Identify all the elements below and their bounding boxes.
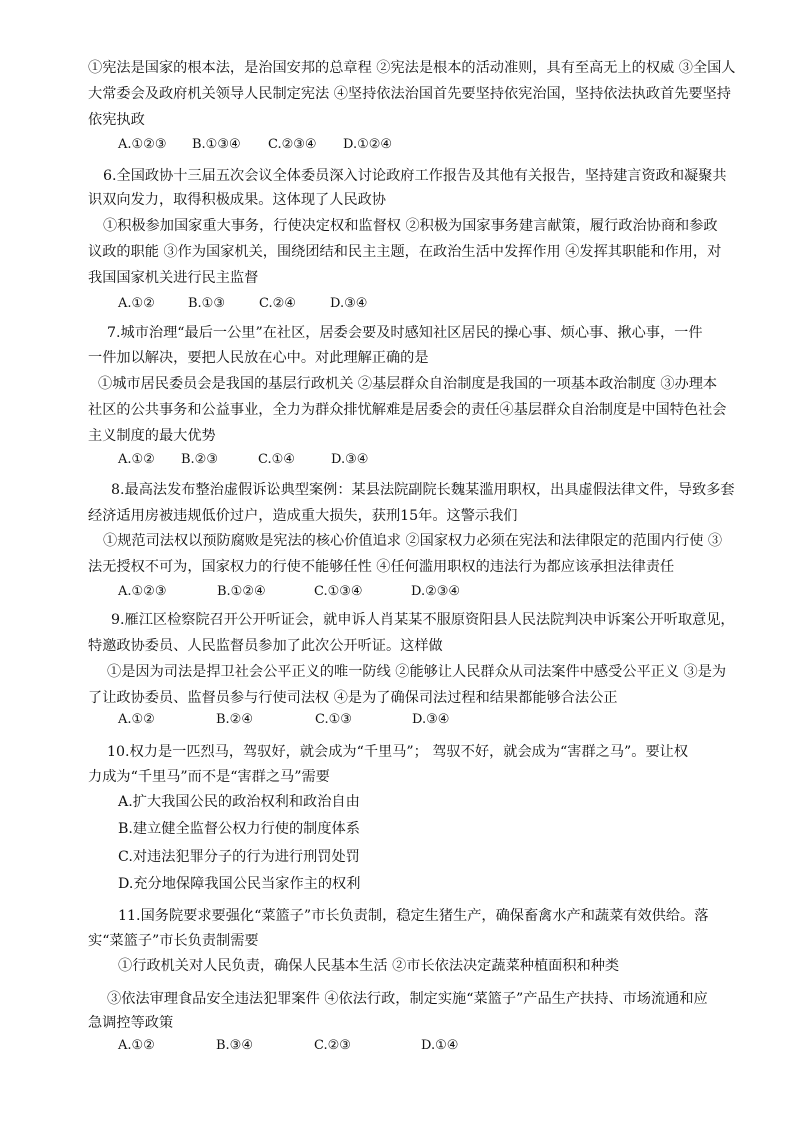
q11-option-a: A.①②: [118, 1038, 155, 1053]
q10-choice-d: D.充分地保障我国公民当家作主的权利: [118, 876, 361, 892]
q5-statement-line-2: 大常委会及政府机关领导人民制定宪法 ④坚持依法治国首先要坚持依宪治国，坚持依法执政首先要坚持: [88, 86, 731, 102]
q7-option-b: B.②③: [181, 452, 218, 467]
q7-statement-line-1: ①城市居民委员会是我国的基层行政机关 ②基层群众自治制度是我国的一项基本政治制度 ③办理本: [98, 376, 718, 392]
q9-option-d: D.③④: [412, 712, 450, 727]
q6-statement-line-1: ①积极参加国家重大事务，行使决定权和监督权 ②积极为国家事务建言献策，履行政治协商和参政: [103, 218, 718, 234]
q5-option-b: B.①③④: [192, 137, 241, 152]
q6-option-a: A.①②: [118, 296, 155, 311]
q6-option-b: B.①③: [188, 296, 225, 311]
q6-statement-line-3: 我国国家机关进行民主监督: [88, 270, 259, 286]
q10-stem-line-2: 力成为“千里马”而不是“害群之马”需要: [88, 769, 330, 785]
q10-stem-line-1: 10.权力是一匹烈马，驾驭好，就会成为“千里马”； 驾驭不好，就会成为“害群之马”。要让权: [107, 744, 689, 760]
q5-option-d: D.①②④: [343, 137, 393, 152]
q11-option-b: B.③④: [216, 1038, 253, 1053]
q11-statement-line-2: ③依法审理食品安全违法犯罪案件 ④依法行政，制定实施“菜篮子”产品生产扶持、市场流通和应: [107, 991, 708, 1007]
q11-statement-line-1: ①行政机关对人民负责，确保人民基本生活 ②市长依法决定蔬菜种植面积和种类: [118, 958, 620, 974]
q11-stem-line-2: 实“菜篮子”市长负责制需要: [88, 933, 259, 949]
q5-statement-line-1: ①宪法是国家的根本法，是治国安邦的总章程 ②宪法是根本的活动准则，具有至高无上的权威 ③全国人: [88, 60, 736, 76]
q9-stem-line-1: 9.雁江区检察院召开公开听证会，就申诉人肖某某不服原资阳县人民法院判决申诉案公开听取意见，: [111, 612, 735, 628]
q8-option-b: B.①②④: [217, 584, 266, 599]
q6-stem-line-1: 6.全国政协十三届五次会议全体委员深入讨论政府工作报告及其他有关报告，坚持建言资政和凝聚共: [103, 168, 727, 184]
q9-stem-line-2: 特邀政协委员、人民监督员参加了此次公开听证。这样做: [88, 638, 443, 654]
q7-statement-line-3: 主义制度的最大优势: [88, 428, 216, 444]
q9-option-c: C.①③: [315, 712, 352, 727]
q5-statement-line-3: 依宪执政: [88, 112, 145, 128]
q8-option-c: C.①③④: [314, 584, 363, 599]
q9-option-a: A.①②: [118, 712, 155, 727]
q9-option-b: B.②④: [216, 712, 253, 727]
q7-option-c: C.①④: [258, 452, 295, 467]
q6-statement-line-2: 议政的职能 ③作为国家机关，围绕团结和民主主题，在政治生活中发挥作用 ④发挥其职能和作用，对: [88, 244, 722, 260]
q7-stem-line-1: 7.城市治理“最后一公里”在社区，居委会要及时感知社区居民的操心事、烦心事、揪心事，一件: [107, 325, 703, 341]
q8-stem-line-2: 经济适用房被违规低价过户，造成重大损失，获刑15年。这警示我们: [88, 508, 518, 524]
q8-option-d: D.②③④: [411, 584, 461, 599]
q8-statement-line-1: ①规范司法权以预防腐败是宪法的核心价值追求 ②国家权力必须在宪法和法律限定的范围内行使 ③: [103, 533, 723, 549]
q7-option-a: A.①②: [118, 452, 155, 467]
q6-option-c: C.②④: [259, 296, 296, 311]
q7-stem-line-2: 一件加以解决，要把人民放在心中。对此理解正确的是: [88, 350, 429, 366]
q8-option-a: A.①②③: [118, 584, 167, 599]
q6-option-d: D.③④: [330, 296, 368, 311]
q9-statement-line-1: ①是因为司法是捍卫社会公平正义的唯一防线 ②能够让人民群众从司法案件中感受公平正义 ③是为: [107, 664, 727, 680]
q8-statement-line-2: 法无授权不可为，国家权力的行使不能够任性 ④任何滥用职权的违法行为都应该承担法律责任: [88, 559, 675, 575]
q11-option-d: D.①④: [421, 1038, 459, 1053]
q10-choice-c: C.对违法犯罪分子的行为进行刑罚处罚: [118, 849, 360, 865]
q11-option-c: C.②③: [314, 1038, 351, 1053]
q8-stem-line-1: 8.最高法发布整治虚假诉讼典型案例：某县法院副院长魏某滥用职权，出具虚假法律文件，导致多套: [111, 482, 735, 498]
q7-option-d: D.③④: [331, 452, 369, 467]
q11-statement-line-3: 急调控等政策: [88, 1015, 174, 1031]
q7-statement-line-2: 社区的公共事务和公益事业，全力为群众排忧解难是居委会的责任④基层群众自治制度是中国特色社会: [88, 402, 727, 418]
q9-statement-line-2: 了让政协委员、监督员参与行使司法权 ④是为了确保司法过程和结果都能够合法公正: [88, 690, 618, 706]
q10-choice-a: A.扩大我国公民的政治权利和政治自由: [118, 794, 360, 810]
q6-stem-line-2: 识双向发力，取得积极成果。这体现了人民政协: [88, 192, 386, 208]
q11-stem-line-1: 11.国务院要求要强化“菜篮子”市长负责制，稳定生猪生产，确保畜禽水产和蔬菜有效供给。落: [118, 908, 709, 924]
q5-option-c: C.②③④: [268, 137, 317, 152]
q10-choice-b: B.建立健全监督公权力行使的制度体系: [118, 821, 360, 837]
q5-option-a: A.①②③: [118, 137, 167, 152]
